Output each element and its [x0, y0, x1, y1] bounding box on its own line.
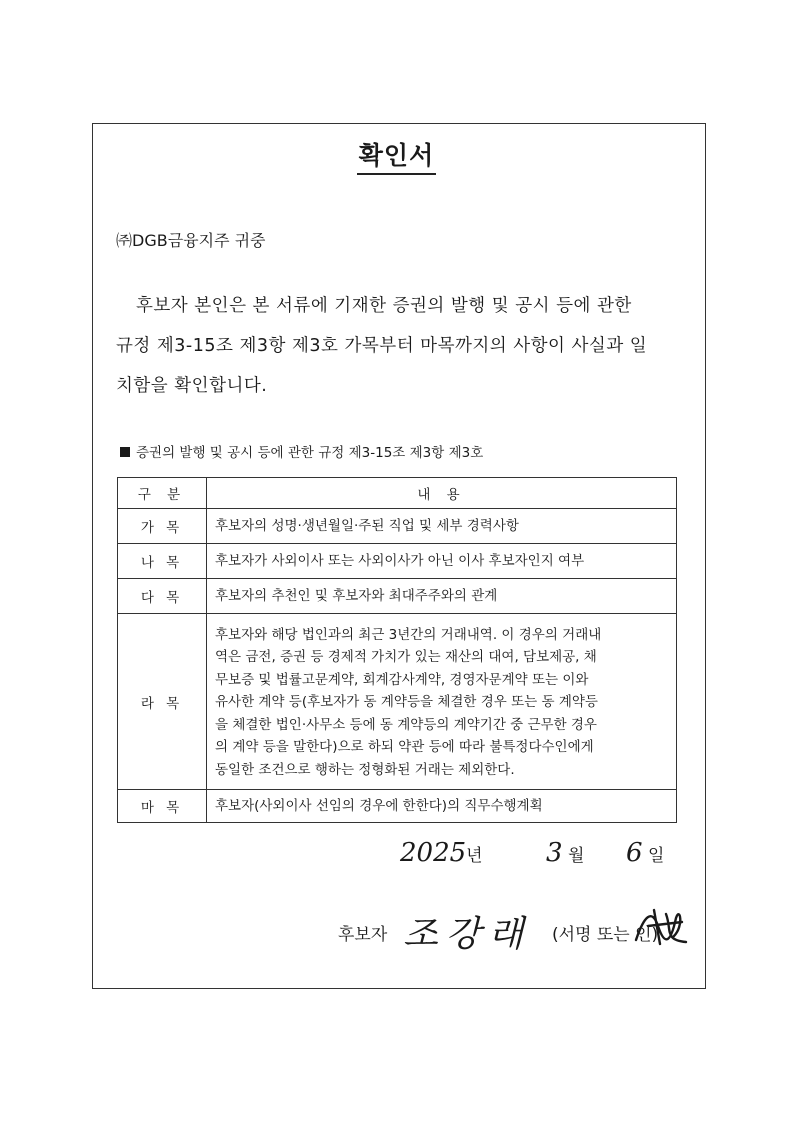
- content-line: 유사한 계약 등(후보자가 동 계약등을 체결한 경우 또는 동 계약등: [215, 694, 598, 711]
- row-content: 후보자가 사외이사 또는 사외이사가 아닌 이사 후보자인지 여부: [207, 544, 677, 579]
- date-year: [400, 838, 483, 868]
- content-line: 을 체결한 법인·사무소 등에 동 계약등의 계약기간 중 근무한 경우: [215, 716, 597, 733]
- statement-line: 규정 제3-15조 제3항 제3호 가목부터 마목까지의 사항이 사실과 일: [116, 336, 648, 356]
- month-unit: 월: [567, 846, 585, 866]
- row-content: 후보자(사외이사 선임의 경우에 한한다)의 직무수행계획: [207, 790, 677, 823]
- document-title: 확인서: [357, 141, 436, 175]
- confirmation-statement: [116, 286, 691, 406]
- items-table: [117, 477, 677, 823]
- row-label: 다 목: [118, 579, 207, 614]
- day-unit: 일: [647, 846, 665, 866]
- content-line: 후보자와 해당 법인과의 최근 3년간의 거래내역. 이 경우의 거래내: [215, 626, 602, 643]
- section-heading: [120, 441, 483, 461]
- date-day: [626, 838, 664, 868]
- signature-note: (서명 또는 인): [552, 925, 659, 945]
- content-line: 역은 금전, 증권 등 경제적 가치가 있는 재산의 대여, 담보제공, 채: [215, 649, 597, 666]
- table-row: [118, 544, 677, 579]
- month-handwritten: 3: [546, 838, 563, 868]
- statement-line: 후보자 본인은 본 서류에 기재한 증권의 발행 및 공시 등에 관한: [136, 296, 632, 316]
- row-label: 나 목: [118, 544, 207, 579]
- year-unit: 년: [466, 846, 483, 866]
- section-heading-text: 증권의 발행 및 공시 등에 관한 규정 제3-15조 제3항 제3호: [136, 445, 484, 461]
- year-handwritten: 2025: [400, 838, 467, 868]
- row-label: 마 목: [118, 790, 207, 823]
- table-row: [118, 509, 677, 544]
- signature-scribble-icon: [630, 896, 690, 956]
- table-header-row: [118, 478, 677, 509]
- row-content: 후보자의 추천인 및 후보자와 최대주주와의 관계: [207, 579, 677, 614]
- header-category: 구 분: [118, 478, 207, 509]
- header-content: 내 용: [207, 478, 677, 509]
- content-line: 의 계약 등을 말한다)으로 하되 약관 등에 따라 불특정다수인에게: [215, 739, 594, 756]
- content-line: 동일한 조건으로 행하는 정형화된 거래는 제외한다.: [215, 761, 515, 778]
- addressee: ㈜DGB금융지주 귀중: [116, 231, 266, 250]
- candidate-label: 후보자: [338, 925, 388, 945]
- black-square-icon: [120, 447, 130, 457]
- date-month: [546, 838, 584, 868]
- table-row: [118, 790, 677, 823]
- document-title-wrap: [0, 136, 793, 172]
- row-content: 후보자의 성명·생년월일·주된 직업 및 세부 경력사항: [207, 509, 677, 544]
- table-row: [118, 614, 677, 790]
- row-label: 라 목: [118, 614, 207, 790]
- table-row: [118, 579, 677, 614]
- day-handwritten: 6: [626, 838, 643, 868]
- row-label: 가 목: [118, 509, 207, 544]
- statement-line: 치함을 확인합니다.: [116, 376, 268, 396]
- candidate-signature-name: 조강래: [403, 914, 532, 955]
- row-content: [207, 614, 677, 790]
- content-line: 무보증 및 법률고문계약, 회계감사계약, 경영자문계약 또는 이와: [215, 671, 589, 688]
